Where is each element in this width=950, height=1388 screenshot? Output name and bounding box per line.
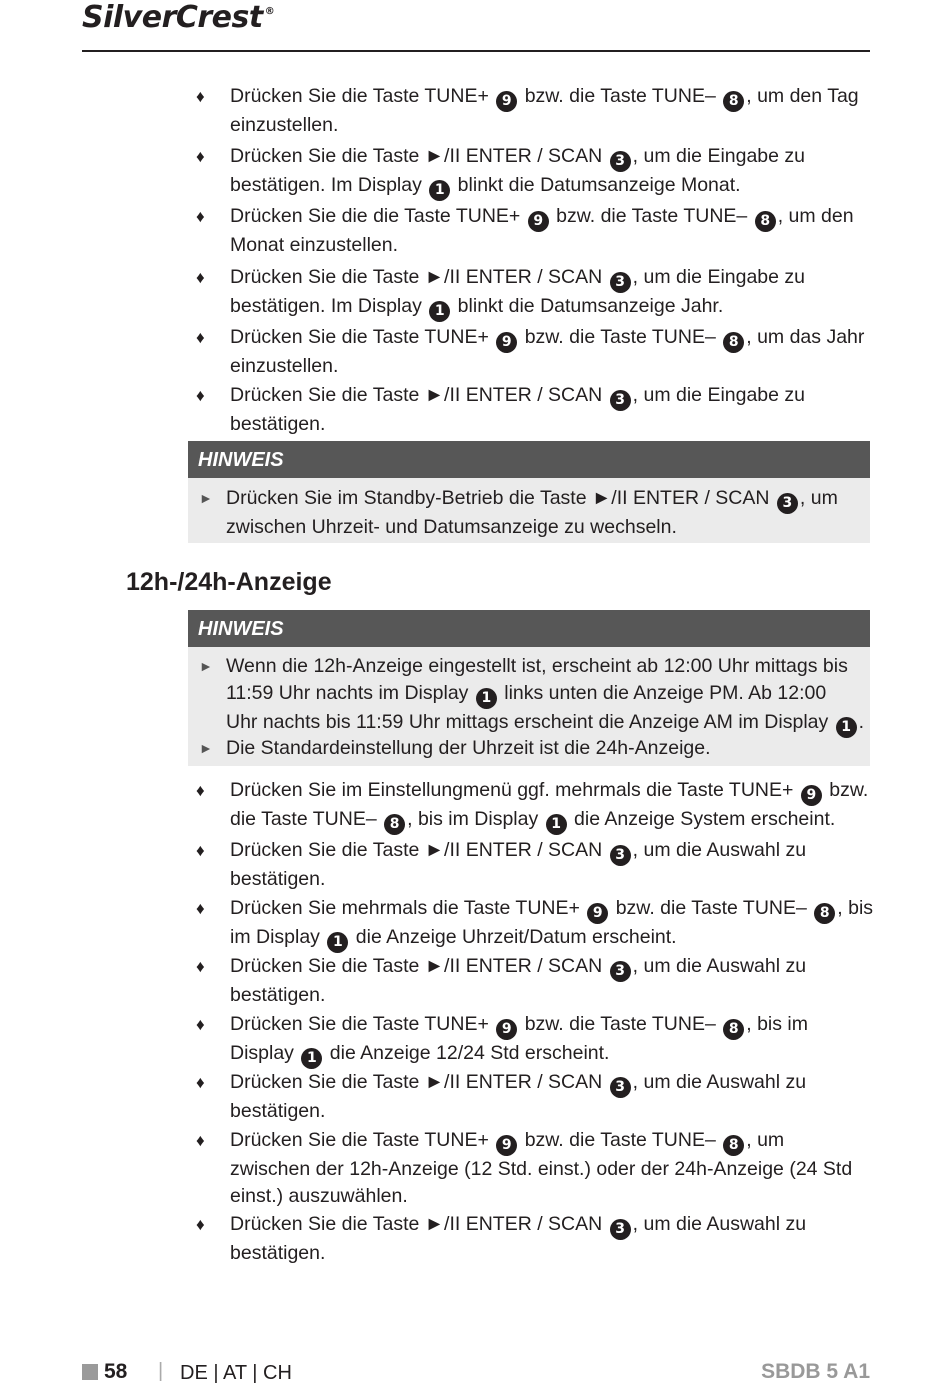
bullet-diamond-icon: ♦ [196, 207, 205, 226]
step-line: bestätigen. [230, 1100, 326, 1122]
instruction-step [196, 382, 860, 438]
bullet-diamond-icon: ♦ [196, 899, 205, 918]
step-line: Drücken Sie die Taste ►/II ENTER / SCAN 3 , um die Eingabe zu [230, 143, 860, 172]
bullet-diamond-icon: ♦ [196, 147, 205, 166]
instruction-step [196, 324, 865, 380]
step-line: Drücken Sie die Taste ►/II ENTER / SCAN 3 , um die Auswahl zu [230, 953, 860, 982]
hinweis-title: HINWEIS [188, 441, 870, 478]
callout-number-icon: 8 [755, 211, 776, 232]
footer-separator: | [158, 1360, 164, 1382]
note-line: 11:59 Uhr nachts im Display 1 links unten die Anzeige PM. Ab 12:00 [226, 680, 864, 709]
bullet-arrow-icon: ► [199, 490, 213, 506]
step-line: bestätigen. [230, 413, 326, 435]
bullet-diamond-icon: ♦ [196, 781, 205, 800]
bullet-diamond-icon: ♦ [196, 87, 205, 106]
bullet-diamond-icon: ♦ [196, 1015, 205, 1034]
callout-number-icon: 8 [723, 91, 744, 112]
callout-number-icon: 8 [723, 1019, 744, 1040]
step-line: Drücken Sie im Einstellungmenü ggf. mehrmals die Taste TUNE+ 9 bzw. [230, 777, 860, 806]
step-line: im Display 1 die Anzeige Uhrzeit/Datum erscheint. [230, 924, 860, 953]
callout-number-icon: 9 [496, 1135, 517, 1156]
callout-number-icon: 1 [546, 814, 567, 835]
bullet-diamond-icon: ♦ [196, 1131, 205, 1150]
page-footer [82, 1358, 870, 1388]
step-line: Drücken Sie die Taste TUNE+ 9 bzw. die Taste TUNE– 8 , um [230, 1127, 860, 1156]
note-line: Wenn die 12h-Anzeige eingestellt ist, erscheint ab 12:00 Uhr mittags bis [226, 655, 848, 677]
step-line: Drücken Sie die Taste ►/II ENTER / SCAN 3 , um die Eingabe zu [230, 264, 860, 293]
hinweis-title: HINWEIS [188, 610, 870, 647]
step-line: Drücken Sie mehrmals die Taste TUNE+ 9 bzw. die Taste TUNE– 8 , bis [230, 895, 860, 924]
callout-number-icon: 8 [384, 814, 405, 835]
step-line: zwischen der 12h-Anzeige (12 Std. einst.) oder der 24h-Anzeige (24 Std [230, 1158, 853, 1180]
callout-number-icon: 1 [301, 1048, 322, 1069]
brand-logo: SilverCrest ® [82, 0, 275, 35]
note-item [199, 485, 838, 541]
page-header [82, 0, 870, 52]
bullet-diamond-icon: ♦ [196, 386, 205, 405]
callout-number-icon: 9 [496, 332, 517, 353]
callout-number-icon: 1 [429, 301, 450, 322]
step-line: Display 1 die Anzeige 12/24 Std erscheint. [230, 1040, 860, 1069]
callout-number-icon: 3 [610, 845, 631, 866]
callout-number-icon: 3 [610, 272, 631, 293]
instruction-step [196, 953, 860, 1009]
step-line: Drücken Sie die Taste ►/II ENTER / SCAN 3 , um die Auswahl zu [230, 1211, 860, 1240]
callout-number-icon: 1 [429, 180, 450, 201]
step-line: Drücken Sie die Taste ►/II ENTER / SCAN 3 , um die Eingabe zu [230, 382, 860, 411]
note-line: Uhr nachts bis 11:59 Uhr mittags erscheint die Anzeige AM im Display 1 . [226, 709, 864, 738]
callout-number-icon: 9 [587, 903, 608, 924]
step-line: bestätigen. Im Display 1 blinkt die Datumsanzeige Monat. [230, 172, 860, 201]
step-line: bestätigen. [230, 984, 326, 1006]
hinweis-note-standby [188, 441, 870, 543]
instruction-step [196, 1211, 860, 1267]
note-line: zwischen Uhrzeit- und Datumsanzeige zu wechseln. [226, 516, 677, 538]
instruction-step [196, 264, 860, 322]
bullet-diamond-icon: ♦ [196, 268, 205, 287]
callout-number-icon: 3 [610, 1219, 631, 1240]
bullet-diamond-icon: ♦ [196, 841, 205, 860]
language-codes: DE | AT | CH [180, 1362, 292, 1384]
instruction-step [196, 777, 869, 835]
callout-number-icon: 8 [723, 332, 744, 353]
instruction-step [196, 837, 860, 893]
callout-number-icon: 9 [528, 211, 549, 232]
page-number: 58 [104, 1360, 128, 1383]
hinweis-note-12h [188, 610, 870, 766]
section-heading: 12h-/24h-Anzeige [126, 568, 332, 596]
instruction-step [196, 83, 860, 139]
step-line: Drücken Sie die Taste ►/II ENTER / SCAN 3 , um die Auswahl zu [230, 837, 860, 866]
note-item [199, 735, 711, 762]
instruction-step [196, 1011, 860, 1069]
callout-number-icon: 3 [610, 961, 631, 982]
bullet-arrow-icon: ► [199, 740, 213, 756]
model-number: SBDB 5 A1 [761, 1360, 870, 1383]
note-item [199, 653, 865, 738]
bullet-diamond-icon: ♦ [196, 957, 205, 976]
instruction-step [196, 895, 874, 953]
callout-number-icon: 1 [476, 688, 497, 709]
step-line: Drücken Sie die Taste TUNE+ 9 bzw. die Taste TUNE– 8 , bis im [230, 1011, 860, 1040]
bullet-diamond-icon: ♦ [196, 1215, 205, 1234]
step-line: die Taste TUNE– 8 , bis im Display 1 die Anzeige System erscheint. [230, 806, 860, 835]
step-line: Drücken Sie die Taste TUNE+ 9 bzw. die Taste TUNE– 8 , um das Jahr [230, 324, 860, 353]
step-line: Drücken Sie die die Taste TUNE+ 9 bzw. die Taste TUNE– 8 , um den [230, 203, 860, 232]
step-line: Drücken Sie die Taste TUNE+ 9 bzw. die Taste TUNE– 8 , um den Tag [230, 83, 860, 112]
step-line: Monat einzustellen. [230, 234, 399, 256]
bullet-arrow-icon: ► [199, 658, 213, 674]
instruction-step [196, 143, 860, 201]
step-line: einzustellen. [230, 114, 339, 136]
step-line: bestätigen. Im Display 1 blinkt die Datumsanzeige Jahr. [230, 293, 860, 322]
step-line: Drücken Sie die Taste ►/II ENTER / SCAN 3 , um die Auswahl zu [230, 1069, 860, 1098]
step-line: bestätigen. [230, 1242, 326, 1264]
callout-number-icon: 1 [836, 717, 857, 738]
callout-number-icon: 9 [496, 91, 517, 112]
callout-number-icon: 9 [496, 1019, 517, 1040]
step-line: bestätigen. [230, 868, 326, 890]
step-line: einzustellen. [230, 355, 339, 377]
callout-number-icon: 1 [327, 932, 348, 953]
bullet-diamond-icon: ♦ [196, 1073, 205, 1092]
callout-number-icon: 3 [610, 1077, 631, 1098]
callout-number-icon: 3 [610, 151, 631, 172]
note-line: Die Standardeinstellung der Uhrzeit ist die 24h-Anzeige. [226, 737, 711, 759]
callout-number-icon: 8 [814, 903, 835, 924]
callout-number-icon: 9 [801, 785, 822, 806]
bullet-diamond-icon: ♦ [196, 328, 205, 347]
note-line: Drücken Sie im Standby-Betrieb die Taste ►/II ENTER / SCAN 3 , um [226, 485, 838, 514]
callout-number-icon: 8 [723, 1135, 744, 1156]
callout-number-icon: 3 [610, 390, 631, 411]
page-marker [82, 1364, 98, 1380]
step-line: einst.) auszuwählen. [230, 1185, 408, 1207]
callout-number-icon: 3 [777, 493, 798, 514]
instruction-step [196, 1069, 860, 1125]
instruction-step [196, 203, 860, 259]
instruction-step [196, 1127, 860, 1210]
